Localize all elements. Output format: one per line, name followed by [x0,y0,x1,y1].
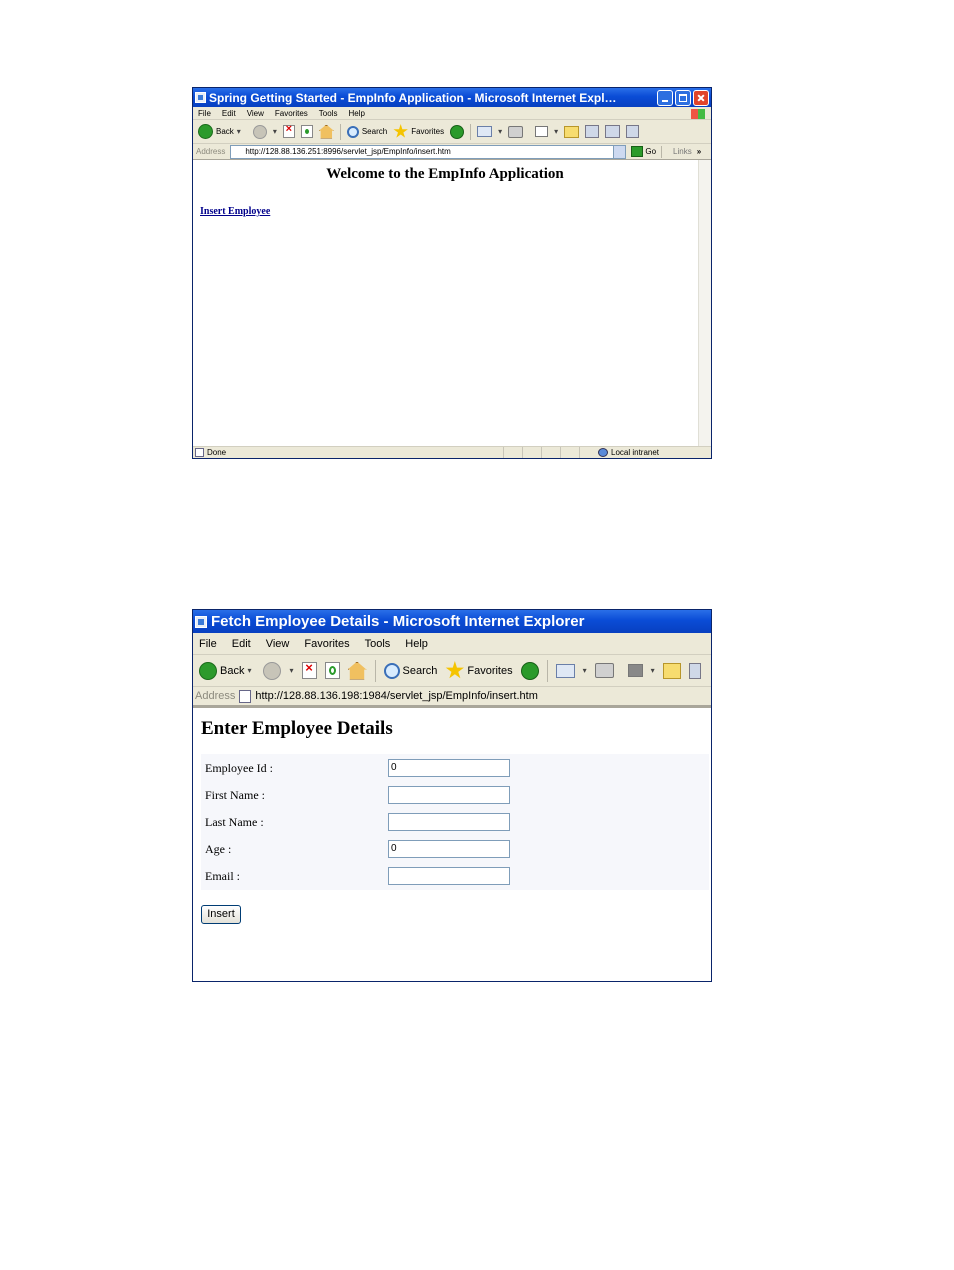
status-pane [541,447,557,458]
browser-window-1 [192,87,712,459]
menu-edit[interactable]: Edit [221,108,236,118]
search-icon [384,663,400,679]
last-name-label: Last Name : [205,815,264,829]
mail-dropdown-icon: ▾ [582,666,587,675]
menu-edit[interactable]: Edit [231,637,251,650]
status-pane [579,447,595,458]
menu-favorites[interactable]: Favorites [304,637,350,650]
stop-icon[interactable] [283,125,295,138]
back-dropdown-icon: ▾ [247,666,252,675]
browser-window-2 [192,609,712,982]
maximize-button[interactable] [675,90,691,106]
toolbar [193,120,711,144]
links-chevron-icon[interactable]: » [696,147,702,156]
menu-tools[interactable]: Tools [318,108,338,118]
go-arrow-icon [631,146,643,157]
favorites-label: Favorites [411,127,445,136]
menu-help[interactable]: Help [348,108,365,118]
address-bar [193,144,711,160]
employee-id-label: Employee Id : [205,761,273,775]
employee-id-input[interactable]: 0 [388,759,510,777]
refresh-icon[interactable] [325,662,340,679]
print-icon[interactable] [595,663,614,678]
menu-view[interactable]: View [246,108,264,118]
messenger-icon[interactable] [626,125,639,138]
home-icon[interactable] [319,125,334,139]
page-status-icon [195,448,204,457]
age-input[interactable]: 0 [388,840,510,858]
edit-icon[interactable] [628,664,643,677]
forward-dropdown-icon: ▾ [272,127,277,136]
status-pane [560,447,576,458]
back-button[interactable] [198,124,241,139]
menu-file[interactable]: File [198,108,211,118]
status-pane [503,447,519,458]
address-input[interactable] [230,145,626,159]
history-icon[interactable] [450,125,464,139]
form-row-last-name [201,808,709,835]
address-bar [193,687,711,706]
menu-file[interactable]: File [199,637,217,650]
title-bar [193,88,711,107]
first-name-input[interactable] [388,786,510,804]
menu-favorites[interactable]: Favorites [274,108,308,118]
toolbar [193,655,711,687]
form-row-email [201,862,709,889]
status-zone: Local intranet [611,448,660,457]
page-heading: Enter Employee Details [201,718,393,739]
page-heading: Welcome to the EmpInfo Application [326,166,564,182]
close-button[interactable] [693,90,709,106]
mail-dropdown-icon: ▾ [498,127,503,136]
edit-icon[interactable] [535,126,548,137]
status-bar [193,446,711,458]
last-name-input[interactable] [388,813,510,831]
minimize-button[interactable] [657,90,673,106]
favorites-star-icon [393,124,408,139]
qr-icon[interactable] [605,125,620,138]
page-icon [239,690,251,703]
back-label: Back [220,664,245,677]
mail-icon[interactable] [477,126,492,137]
back-dropdown-icon: ▾ [236,127,241,136]
toolbar-separator [470,124,471,140]
forward-dropdown-icon: ▾ [289,666,294,675]
toolbar-separator [375,660,376,682]
menu-help[interactable]: Help [405,637,428,650]
window-title: Spring Getting Started - EmpInfo Application - Microsoft Internet Expl… [209,90,617,105]
search-label: Search [361,127,388,136]
discuss-icon[interactable] [663,663,681,679]
page-content [193,706,711,982]
menu-bar [193,633,711,655]
insert-employee-link[interactable]: Insert Employee [200,206,271,217]
back-button[interactable] [199,662,251,680]
form-row-first-name [201,781,709,808]
research-icon[interactable] [689,663,701,679]
favorites-label: Favorites [467,664,513,677]
edit-dropdown-icon: ▾ [554,127,559,136]
refresh-icon[interactable] [301,125,313,138]
discuss-icon[interactable] [564,126,579,138]
first-name-label: First Name : [205,788,265,802]
page-content [193,160,711,447]
form-row-age [201,835,709,862]
vertical-scrollbar[interactable] [698,160,711,447]
ie-icon [195,92,206,103]
ie-icon [195,616,207,628]
age-label: Age : [205,842,232,856]
forward-arrow-icon[interactable] [263,662,281,680]
address-dropdown-icon[interactable] [613,146,625,158]
back-arrow-icon [199,662,217,680]
email-input[interactable] [388,867,510,885]
menu-view[interactable]: View [265,637,290,650]
favorites-star-icon [445,661,464,680]
search-button[interactable] [384,663,438,679]
back-arrow-icon [198,124,213,139]
menu-tools[interactable]: Tools [364,637,391,650]
links-label[interactable]: Links [673,147,692,156]
search-icon [347,126,359,138]
address-url: http://128.88.136.251:8996/servlet_jsp/EmpInfo/insert.htm [245,147,451,156]
window-title: Fetch Employee Details - Microsoft Internet Explorer [211,613,585,630]
address-label: Address [195,690,236,702]
go-label: Go [645,147,657,156]
windows-logo-icon [691,109,705,119]
form-row-employee-id [201,754,709,781]
toolbar-separator [340,124,341,140]
local-intranet-icon [598,448,608,457]
print-icon[interactable] [508,126,523,138]
mail-icon[interactable] [556,664,575,678]
back-label: Back [216,127,234,136]
address-url[interactable]: http://128.88.136.198:1984/servlet_jsp/EmpInfo/insert.htm [255,690,538,702]
go-button[interactable] [631,146,656,157]
history-icon[interactable] [521,662,539,680]
status-text: Done [207,448,227,457]
home-icon[interactable] [348,662,367,680]
status-pane [522,447,538,458]
insert-button[interactable]: Insert [201,905,241,924]
research-icon[interactable] [585,125,599,138]
favorites-button[interactable] [393,124,444,139]
address-label: Address [196,147,226,156]
menu-bar [193,107,711,120]
edit-dropdown-icon: ▾ [650,666,655,675]
search-button[interactable] [347,126,387,138]
favorites-button[interactable] [445,661,512,680]
search-label: Search [402,664,438,677]
employee-form [201,754,709,890]
title-bar [193,610,711,633]
stop-icon[interactable] [302,662,317,679]
forward-arrow-icon[interactable] [253,125,267,139]
address-separator [661,146,662,158]
email-label: Email : [205,869,240,883]
toolbar-separator [547,660,548,682]
